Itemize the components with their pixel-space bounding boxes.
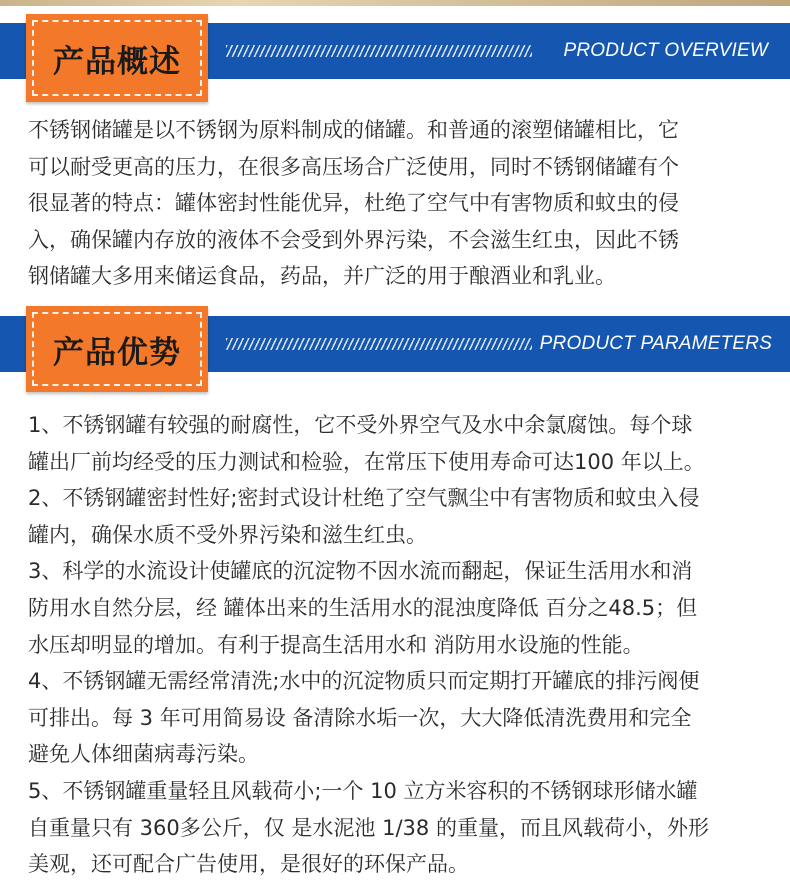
- overview-line: 钢储罐大多用来储运食品，药品，并广泛的用于酿酒业和乳业。: [28, 264, 616, 288]
- advantages-list: [28, 407, 768, 883]
- advantage-line: 2、不锈钢罐密封性好;密封式设计杜绝了空气飘尘中有害物质和蚊虫入侵: [28, 486, 700, 511]
- advantage-line: 避免人体细菌病毒污染。: [28, 742, 259, 767]
- slash-pattern: [226, 338, 532, 350]
- advantage-line: 4、不锈钢罐无需经常清洗;水中的沉淀物质只而定期打开罐底的排污阀便: [28, 669, 700, 694]
- advantages-title: 产品优势: [53, 334, 181, 371]
- advantage-line: 罐内，确保水质不受外界污染和滋生红虫。: [28, 522, 427, 547]
- overview-english-title: PRODUCT OVERVIEW: [563, 40, 768, 61]
- top-decorative-strip: [0, 0, 790, 6]
- advantage-line: 罐出厂前均经受的压力测试和检验，在常压下使用寿命可达100 年以上。: [28, 449, 705, 474]
- advantage-line: 3、科学的水流设计使罐底的沉淀物不因水流而翻起，保证生活用水和消: [28, 559, 693, 584]
- advantage-line: 水压却明显的增加。有利于提高生活用水和 消防用水设施的性能。: [28, 632, 644, 657]
- advantages-english-title: PRODUCT PARAMETERS: [539, 333, 772, 354]
- advantage-line: 可排出。每 3 年可用简易设 备清除水垢一次，大大降低清洗费用和完全: [28, 705, 692, 730]
- overview-title: 产品概述: [53, 43, 181, 80]
- overview-line: 很显著的特点：罐体密封性能优异，杜绝了空气中有害物质和蚊虫的侵: [28, 191, 679, 215]
- advantage-line: 1、不锈钢罐有较强的耐腐性，它不受外界空气及水中余氯腐蚀。每个球: [28, 413, 693, 437]
- overview-title-tag: [26, 14, 208, 102]
- advantages-title-tag: [26, 306, 208, 392]
- slash-pattern: [226, 45, 532, 57]
- advantage-line: 自重量只有 360多公斤，仅 是水泥池 1/38 的重量，而且风载荷小，外形: [28, 815, 709, 840]
- overview-line: 入，确保罐内存放的液体不会受到外界污染，不会滋生红虫，因此不锈: [28, 227, 679, 252]
- overview-line: 可以耐受更高的压力，在很多高压场合广泛使用，同时不锈钢储罐有个: [28, 154, 679, 179]
- advantage-line: 5、不锈钢罐重量轻且风载荷小;一个 10 立方米容积的不锈钢球形储水罐: [28, 778, 698, 803]
- advantage-line: 防用水自然分层，经 罐体出来的生活用水的混浊度降低 百分之48.5；但: [28, 595, 698, 620]
- advantage-line: 美观，还可配合广告使用，是很好的环保产品。: [28, 852, 469, 877]
- overview-line: 不锈钢储罐是以不锈钢为原料制成的储罐。和普通的滚塑储罐相比，它: [28, 118, 679, 142]
- overview-paragraph: [28, 112, 768, 295]
